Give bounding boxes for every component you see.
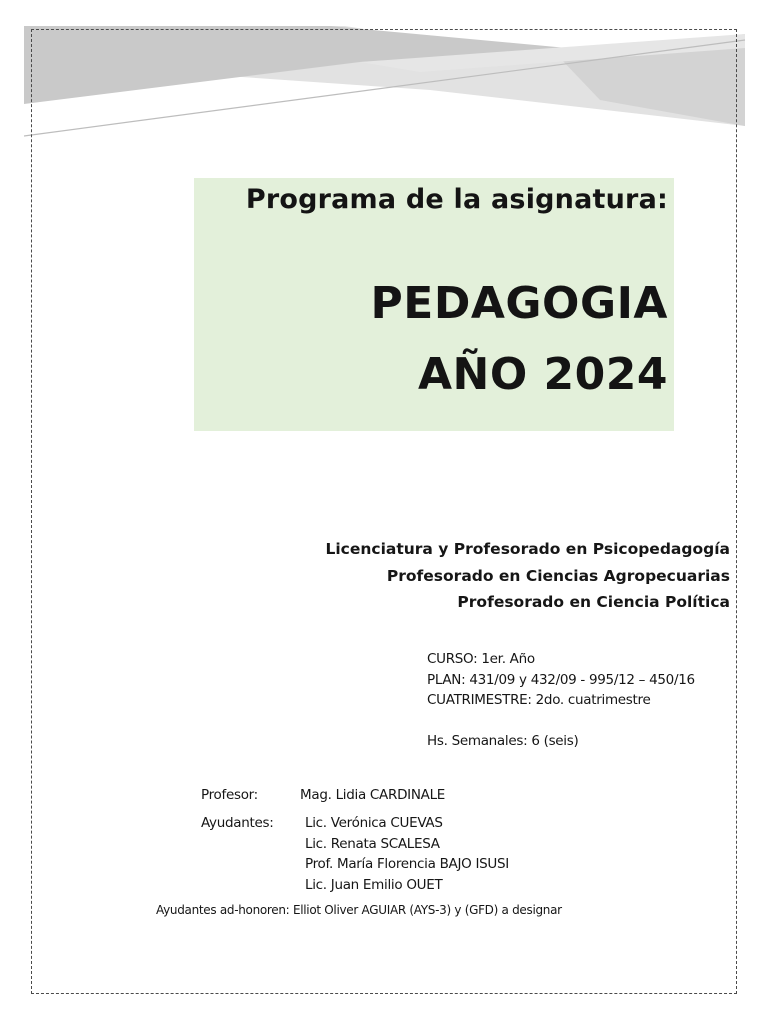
weekly-hours: Hs. Semanales: 6 (seis): [427, 733, 579, 749]
ayudantes-label: Ayudantes:: [201, 815, 274, 831]
ayudante-item: Lic. Verónica CUEVAS: [305, 815, 443, 831]
subject-title: PEDAGOGIA: [370, 278, 668, 329]
course-info: [427, 649, 695, 711]
ayudante-item: Lic. Renata SCALESA: [305, 836, 440, 852]
year-title: AÑO 2024: [417, 349, 668, 400]
career-ciencia-politica: Profesorado en Ciencia Política: [457, 593, 730, 611]
career-agropecuarias: Profesorado en Ciencias Agropecuarias: [386, 566, 730, 585]
profesor-label: Profesor:: [201, 787, 258, 803]
curso-line: CURSO: 1er. Año: [427, 651, 535, 667]
plan-line: PLAN: 431/09 y 432/09 - 995/12 – 450/16: [427, 671, 695, 688]
ayudante-item: Prof. María Florencia BAJO ISUSI: [305, 856, 509, 872]
profesor-name: Mag. Lidia CARDINALE: [300, 787, 446, 803]
ayudante-item: Lic. Juan Emilio OUET: [305, 877, 443, 893]
program-label: Programa de la asignatura:: [245, 184, 668, 215]
ad-honoren-line: Ayudantes ad-honoren: Elliot Oliver AGUIAR (AYS-3) y (GFD) a designar: [156, 903, 562, 917]
cuatrimestre-line: CUATRIMESTRE: 2do. cuatrimestre: [427, 692, 651, 708]
careers-list: [325, 536, 730, 616]
career-psicopedagogia: Licenciatura y Profesorado en Psicopedagogía: [325, 540, 730, 558]
title-box: [194, 178, 674, 431]
